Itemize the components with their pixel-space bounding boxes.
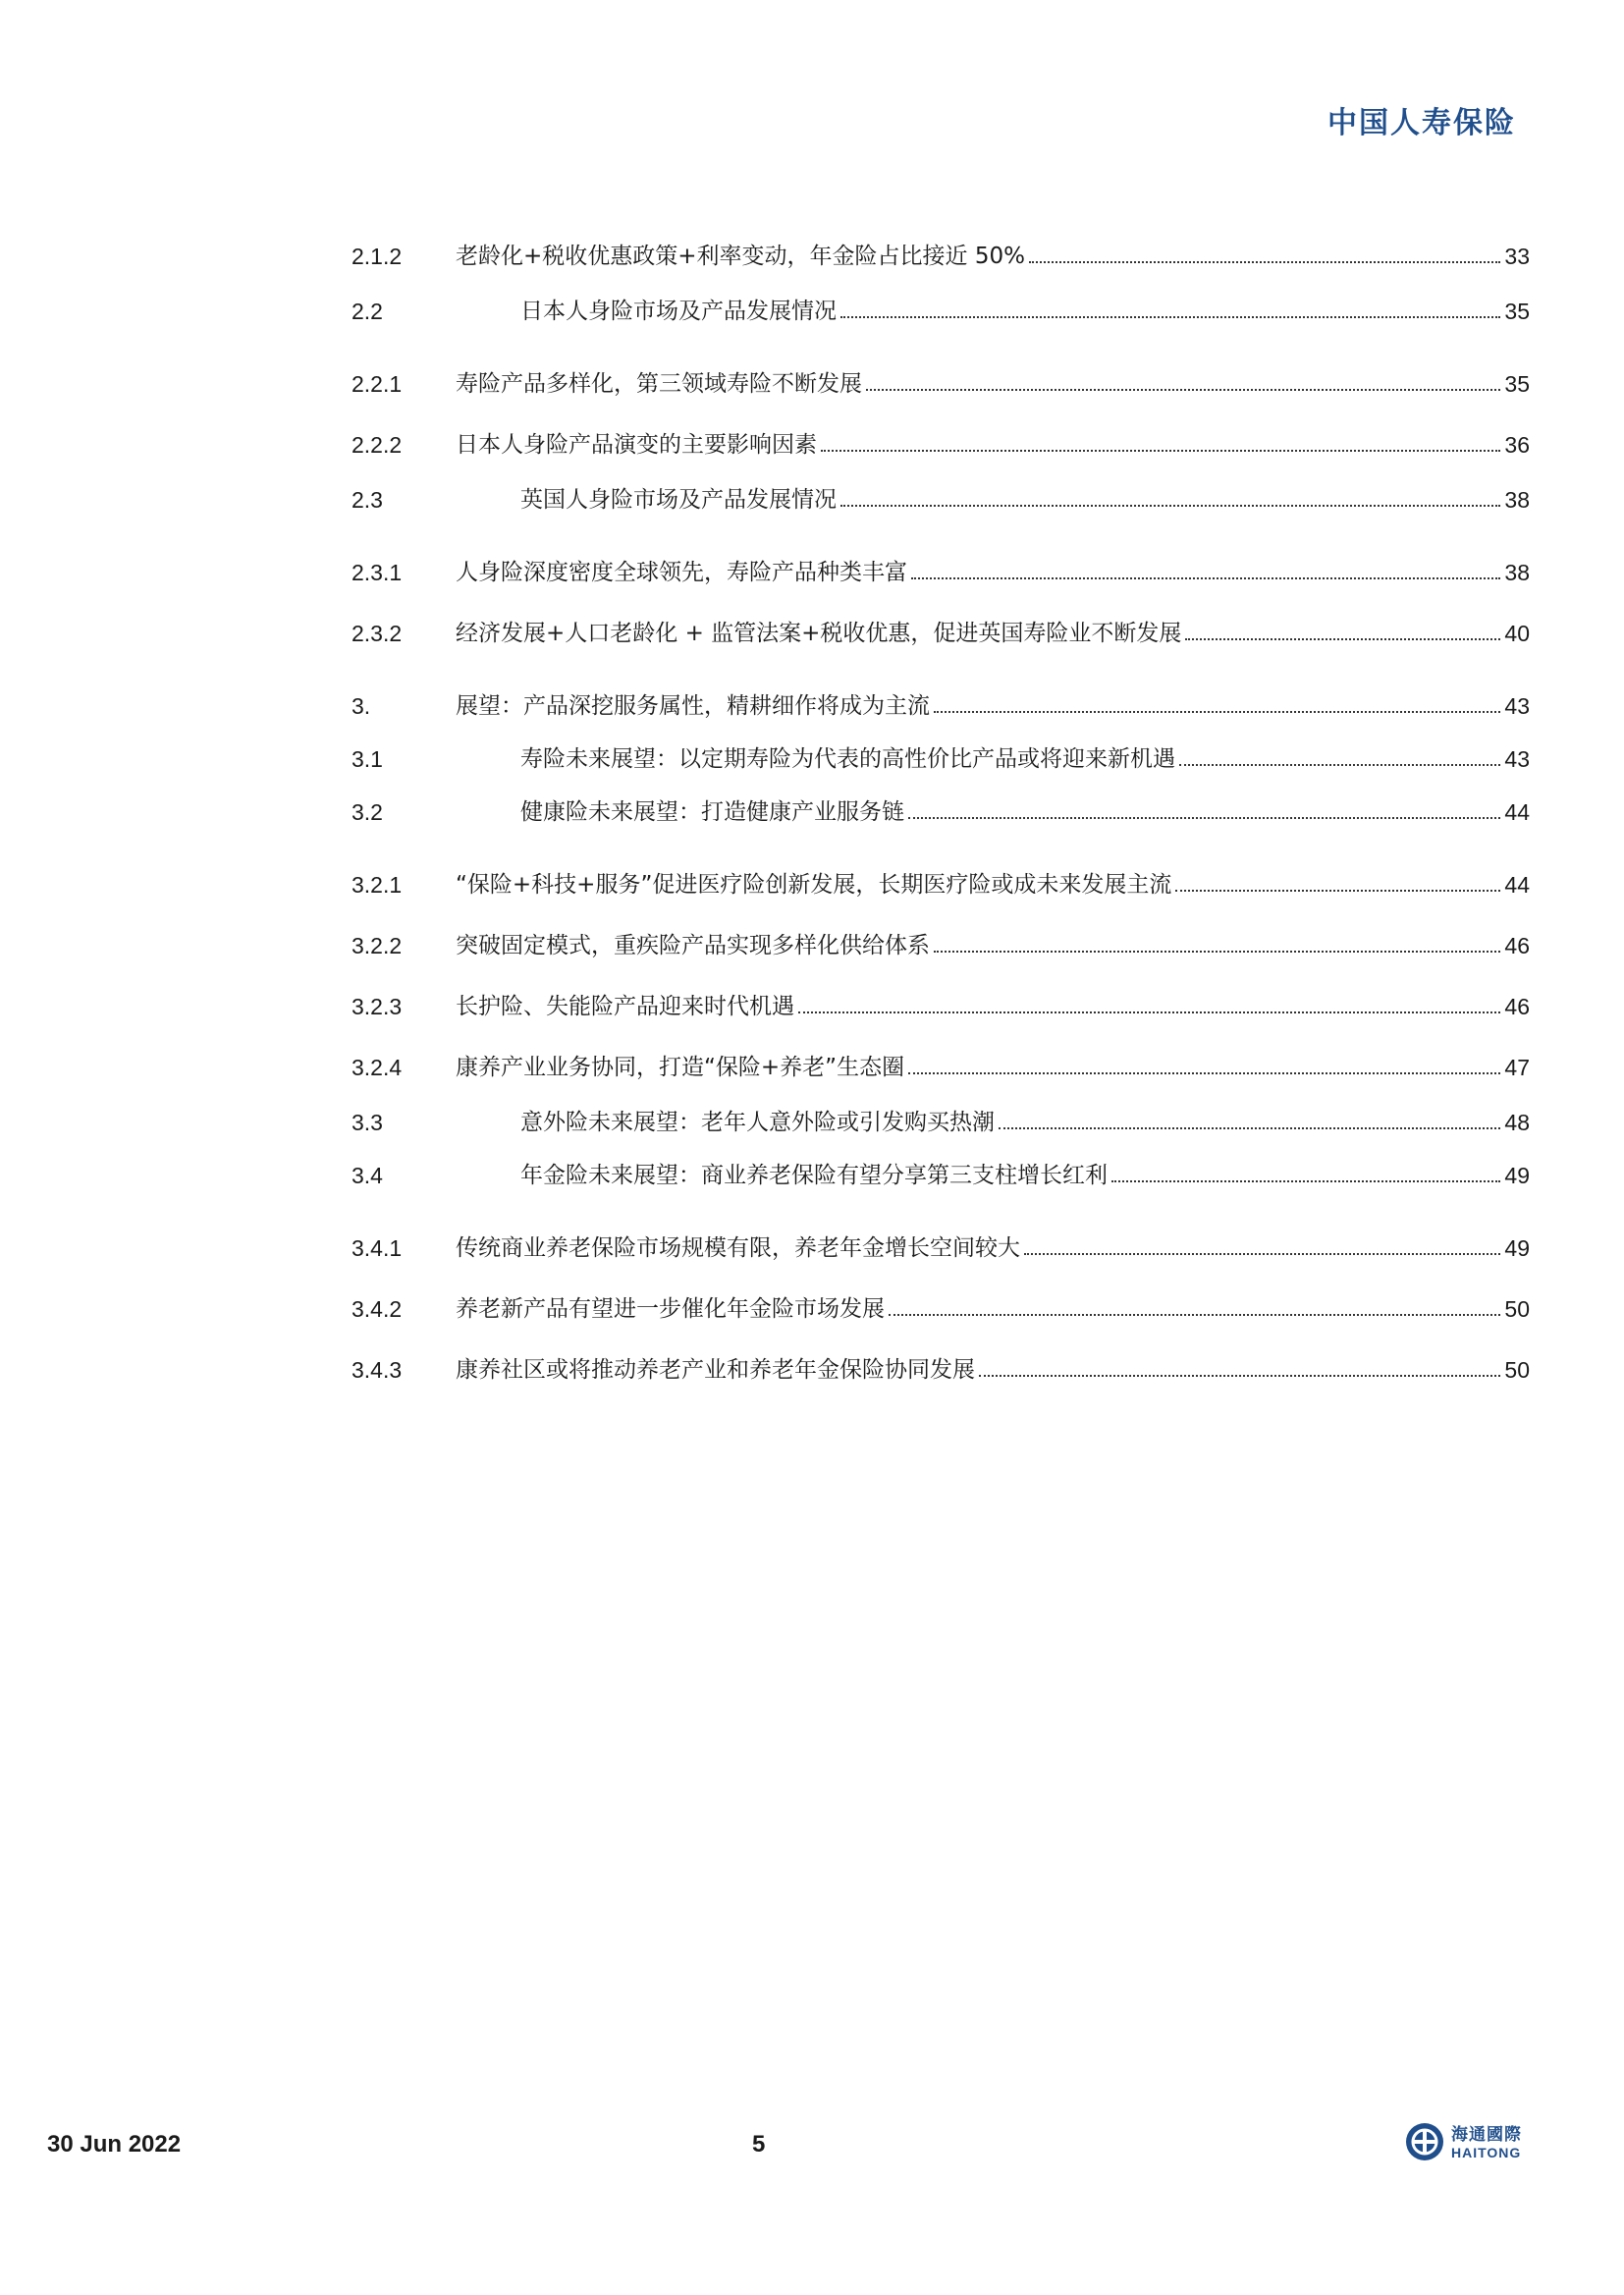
toc-number: 2.1.2: [352, 244, 403, 269]
toc-title: 意外险未来展望：老年人意外险或引发购买热潮: [520, 1110, 995, 1135]
toc-page: 46: [1504, 933, 1530, 958]
toc-title: 英国人身险市场及产品发展情况: [520, 487, 837, 513]
toc-leader: [798, 1011, 1500, 1013]
toc-leader: [1029, 261, 1500, 263]
toc-title: 年金险未来展望：商业养老保险有望分享第三支柱增长红利: [520, 1163, 1108, 1188]
toc-leader: [889, 1314, 1500, 1316]
toc-entry[interactable]: [352, 1351, 1530, 1385]
toc-number: 3.3: [352, 1110, 383, 1135]
toc-page: 40: [1504, 621, 1530, 646]
toc-entry[interactable]: [352, 293, 1530, 326]
toc-entry[interactable]: [352, 615, 1530, 648]
haitong-emblem-icon: [1404, 2121, 1445, 2166]
toc-leader: [821, 450, 1500, 452]
toc-entry[interactable]: [352, 554, 1530, 587]
toc-title: 突破固定模式，重疾险产品实现多样化供给体系: [456, 933, 930, 958]
toc-leader: [934, 711, 1500, 713]
toc-title: 老龄化+税收优惠政策+利率变动，年金险占比接近 50%: [456, 244, 1025, 269]
toc-page: 44: [1504, 799, 1530, 825]
logo-english-name: HAITONG: [1451, 2145, 1522, 2160]
toc-entry[interactable]: [352, 365, 1530, 399]
toc-number: 3.2.3: [352, 994, 403, 1019]
toc-number: 2.3: [352, 487, 383, 513]
toc-number: 3.4.2: [352, 1296, 403, 1322]
toc-number: 3.1: [352, 746, 383, 772]
toc-number: 3.2.1: [352, 872, 403, 898]
toc-number: 2.3.1: [352, 560, 403, 585]
toc-number: 2.2.1: [352, 371, 403, 397]
toc-number: 2.3.2: [352, 621, 403, 646]
toc-leader: [840, 505, 1500, 507]
page-number: 5: [752, 2131, 766, 2158]
toc-title: 健康险未来展望：打造健康产业服务链: [520, 799, 904, 825]
toc-leader: [1179, 764, 1500, 766]
footer-date: 30 Jun 2022: [47, 2131, 182, 2158]
toc-leader: [1185, 638, 1500, 640]
logo-chinese-name: 海通國際: [1451, 2125, 1522, 2145]
toc-page: 50: [1504, 1296, 1530, 1322]
toc-title: 寿险未来展望：以定期寿险为代表的高性价比产品或将迎来新机遇: [520, 746, 1175, 772]
toc-entry[interactable]: [352, 1104, 1530, 1137]
toc-number: 2.2.2: [352, 432, 403, 458]
toc-entry[interactable]: [352, 740, 1530, 774]
toc-leader: [908, 1072, 1500, 1074]
toc-number: 3.4.1: [352, 1235, 403, 1261]
toc-title: “保险+科技+服务”促进医疗险创新发展，长期医疗险或成未来发展主流: [456, 872, 1172, 898]
toc-title: 传统商业养老保险市场规模有限，养老年金增长空间较大: [456, 1235, 1020, 1261]
toc-entry[interactable]: [352, 988, 1530, 1021]
toc-title: 长护险、失能险产品迎来时代机遇: [456, 994, 794, 1019]
toc-entry[interactable]: [352, 866, 1530, 900]
toc-number: 2.2: [352, 299, 383, 324]
toc-page: 35: [1504, 299, 1530, 324]
toc-number: 3.: [352, 693, 371, 719]
toc-title: 康养社区或将推动养老产业和养老年金保险协同发展: [456, 1357, 975, 1383]
toc-leader: [908, 817, 1500, 819]
toc-number: 3.2: [352, 799, 383, 825]
logo-text: [1451, 2126, 1522, 2161]
toc-entry[interactable]: [352, 927, 1530, 960]
toc-entry[interactable]: [352, 1290, 1530, 1324]
toc-leader: [866, 389, 1500, 391]
toc-leader: [1175, 890, 1500, 892]
toc-page: 38: [1504, 560, 1530, 585]
toc-entry[interactable]: [352, 687, 1530, 721]
toc-leader: [934, 951, 1500, 953]
toc-leader: [979, 1375, 1500, 1377]
toc-number: 3.2.4: [352, 1055, 403, 1080]
toc-page: 49: [1504, 1163, 1530, 1188]
toc-title: 展望：产品深挖服务属性，精耕细作将成为主流: [456, 693, 930, 719]
toc-entry[interactable]: [352, 426, 1530, 460]
toc-title: 康养产业业务协同，打造“保险+养老”生态圈: [456, 1055, 905, 1080]
toc-leader: [840, 316, 1500, 318]
toc-page: 47: [1504, 1055, 1530, 1080]
toc-number: 3.2.2: [352, 933, 403, 958]
toc-page: 50: [1504, 1357, 1530, 1383]
toc-page: 46: [1504, 994, 1530, 1019]
toc-title: 人身险深度密度全球领先，寿险产品种类丰富: [456, 560, 907, 585]
toc-page: 49: [1504, 1235, 1530, 1261]
toc-entry[interactable]: [352, 793, 1530, 827]
toc-page: 35: [1504, 371, 1530, 397]
toc-leader: [1111, 1180, 1500, 1182]
toc-leader: [1024, 1253, 1500, 1255]
toc-title: 经济发展+人口老龄化 + 监管法案+税收优惠，促进英国寿险业不断发展: [456, 621, 1182, 646]
toc-page: 33: [1504, 244, 1530, 269]
haitong-logo: [1404, 2121, 1522, 2166]
toc-entry[interactable]: [352, 1157, 1530, 1190]
toc-entry[interactable]: [352, 1229, 1530, 1263]
toc-page: 48: [1504, 1110, 1530, 1135]
toc-entry[interactable]: [352, 238, 1530, 271]
toc-entry[interactable]: [352, 481, 1530, 515]
toc-leader: [911, 577, 1500, 579]
toc-page: 44: [1504, 872, 1530, 898]
toc-page: 38: [1504, 487, 1530, 513]
toc-page: 43: [1504, 693, 1530, 719]
toc-number: 3.4: [352, 1163, 383, 1188]
toc-leader: [999, 1127, 1500, 1129]
toc-entry[interactable]: [352, 1049, 1530, 1082]
toc-title: 养老新产品有望进一步催化年金险市场发展: [456, 1296, 885, 1322]
toc-number: 3.4.3: [352, 1357, 403, 1383]
toc-title: 日本人身险产品演变的主要影响因素: [456, 432, 817, 458]
toc-title: 日本人身险市场及产品发展情况: [520, 299, 837, 324]
report-title: 中国人寿保险: [1327, 106, 1516, 140]
toc-page: 43: [1504, 746, 1530, 772]
toc-page: 36: [1504, 432, 1530, 458]
toc-title: 寿险产品多样化，第三领域寿险不断发展: [456, 371, 862, 397]
